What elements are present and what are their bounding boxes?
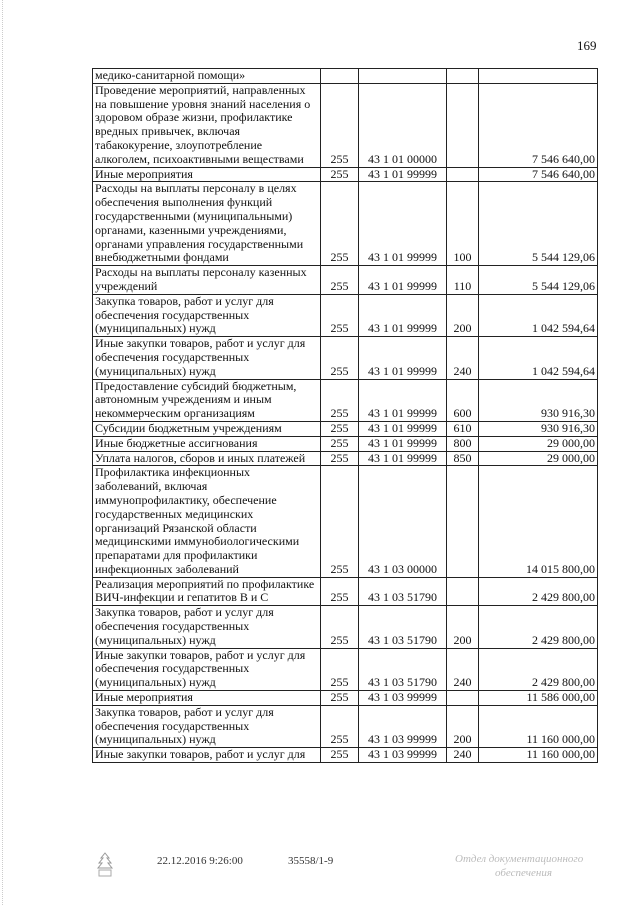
- row-name-cell: Субсидии бюджетным учреждениям: [93, 421, 321, 436]
- table-row: [93, 167, 598, 182]
- row-vr-cell: [447, 691, 479, 706]
- page-number: 169: [577, 38, 597, 53]
- table-row: [93, 705, 598, 747]
- row-ved-cell: [321, 69, 359, 84]
- emblem-icon: [93, 850, 117, 880]
- row-sum-cell: [479, 69, 598, 84]
- row-sum-cell: 11 160 000,00: [479, 705, 598, 747]
- row-csr-cell: 43 1 01 99999: [359, 451, 447, 466]
- row-ved-cell: 255: [321, 436, 359, 451]
- row-csr-cell: 43 1 01 99999: [359, 421, 447, 436]
- table-row: [93, 83, 598, 167]
- row-ved-cell: 255: [321, 182, 359, 266]
- row-csr-cell: 43 1 01 00000: [359, 83, 447, 167]
- table-row: [93, 451, 598, 466]
- row-sum-cell: 7 546 640,00: [479, 83, 598, 167]
- row-name-cell: Закупка товаров, работ и услуг для обеспечения государственных (муниципальных) нужд: [93, 294, 321, 336]
- scan-edge-marks: [2, 0, 6, 905]
- table-row: [93, 436, 598, 451]
- row-sum-cell: 11 160 000,00: [479, 748, 598, 763]
- table-row: [93, 379, 598, 421]
- table-row: [93, 337, 598, 379]
- row-name-cell: Расходы на выплаты персоналу в целях обеспечения выполнения функций государственными (муниципальными) органами, казенными учреждениями, органами управления государственными внебюджетными фондами: [93, 182, 321, 266]
- row-vr-cell: 200: [447, 705, 479, 747]
- row-csr-cell: 43 1 03 51790: [359, 577, 447, 606]
- row-vr-cell: 800: [447, 436, 479, 451]
- row-name-cell: Иные закупки товаров, работ и услуг для обеспечения государственных (муниципальных) нужд: [93, 337, 321, 379]
- row-name-cell: Уплата налогов, сборов и иных платежей: [93, 451, 321, 466]
- row-vr-cell: [447, 69, 479, 84]
- row-ved-cell: 255: [321, 466, 359, 577]
- row-sum-cell: 930 916,30: [479, 379, 598, 421]
- row-ved-cell: 255: [321, 83, 359, 167]
- table-row: [93, 577, 598, 606]
- row-name-cell: Профилактика инфекционных заболеваний, включая иммунопрофилактику, обеспечение государственных медицинских организаций Рязанской области медицинскими иммунобиологическими препаратами для профилактики инфекционных заболеваний: [93, 466, 321, 577]
- row-sum-cell: 2 429 800,00: [479, 577, 598, 606]
- row-name-cell: Иные мероприятия: [93, 167, 321, 182]
- row-sum-cell: 11 586 000,00: [479, 691, 598, 706]
- row-name-cell: Иные мероприятия: [93, 691, 321, 706]
- row-csr-cell: 43 1 03 51790: [359, 648, 447, 690]
- table-row: [93, 266, 598, 295]
- row-vr-cell: 110: [447, 266, 479, 295]
- budget-table: [92, 68, 598, 763]
- row-ved-cell: 255: [321, 167, 359, 182]
- row-csr-cell: 43 1 03 99999: [359, 748, 447, 763]
- table-row: [93, 691, 598, 706]
- row-ved-cell: 255: [321, 451, 359, 466]
- footer-datetime: 22.12.2016 9:26:00: [157, 855, 243, 867]
- row-ved-cell: 255: [321, 705, 359, 747]
- row-sum-cell: 1 042 594,64: [479, 337, 598, 379]
- row-vr-cell: 100: [447, 182, 479, 266]
- table-row: [93, 648, 598, 690]
- row-vr-cell: [447, 167, 479, 182]
- row-sum-cell: 7 546 640,00: [479, 167, 598, 182]
- row-sum-cell: 930 916,30: [479, 421, 598, 436]
- row-ved-cell: 255: [321, 421, 359, 436]
- row-vr-cell: 240: [447, 648, 479, 690]
- row-vr-cell: [447, 83, 479, 167]
- row-sum-cell: 5 544 129,06: [479, 266, 598, 295]
- row-vr-cell: 240: [447, 748, 479, 763]
- row-sum-cell: 2 429 800,00: [479, 648, 598, 690]
- row-sum-cell: 1 042 594,64: [479, 294, 598, 336]
- row-ved-cell: 255: [321, 266, 359, 295]
- row-csr-cell: 43 1 01 99999: [359, 294, 447, 336]
- row-sum-cell: 5 544 129,06: [479, 182, 598, 266]
- row-vr-cell: [447, 577, 479, 606]
- row-vr-cell: 610: [447, 421, 479, 436]
- footer-doc-id: 35558/1-9: [288, 855, 334, 867]
- table-row: [93, 182, 598, 266]
- row-name-cell: Закупка товаров, работ и услуг для обеспечения государственных (муниципальных) нужд: [93, 606, 321, 648]
- row-name-cell: Проведение мероприятий, направленных на повышение уровня знаний населения о здоровом образе жизни, профилактике вредных привычек, включая табакокурение, злоупотребление алкоголем, психоактивными веществами: [93, 83, 321, 167]
- row-ved-cell: 255: [321, 691, 359, 706]
- row-sum-cell: 14 015 800,00: [479, 466, 598, 577]
- row-csr-cell: 43 1 03 00000: [359, 466, 447, 577]
- row-name-cell: Иные бюджетные ассигнования: [93, 436, 321, 451]
- row-name-cell: Иные закупки товаров, работ и услуг для: [93, 748, 321, 763]
- row-name-cell: Иные закупки товаров, работ и услуг для обеспечения государственных (муниципальных) нужд: [93, 648, 321, 690]
- row-ved-cell: 255: [321, 606, 359, 648]
- row-name-cell: медико-санитарной помощи»: [93, 69, 321, 84]
- row-csr-cell: 43 1 01 99999: [359, 182, 447, 266]
- table-row: [93, 69, 598, 84]
- row-csr-cell: 43 1 03 99999: [359, 691, 447, 706]
- row-vr-cell: 850: [447, 451, 479, 466]
- row-ved-cell: 255: [321, 577, 359, 606]
- row-ved-cell: 255: [321, 748, 359, 763]
- row-ved-cell: 255: [321, 337, 359, 379]
- row-csr-cell: 43 1 01 99999: [359, 266, 447, 295]
- row-sum-cell: 29 000,00: [479, 436, 598, 451]
- row-vr-cell: 600: [447, 379, 479, 421]
- table-row: [93, 421, 598, 436]
- row-name-cell: Расходы на выплаты персоналу казенных учреждений: [93, 266, 321, 295]
- row-vr-cell: 200: [447, 606, 479, 648]
- row-csr-cell: 43 1 01 99999: [359, 379, 447, 421]
- department-stamp-line2: обеспечения: [495, 867, 552, 879]
- row-vr-cell: 200: [447, 294, 479, 336]
- department-stamp-line1: Отдел документационного: [455, 853, 584, 865]
- row-ved-cell: 255: [321, 379, 359, 421]
- row-csr-cell: 43 1 01 99999: [359, 436, 447, 451]
- row-ved-cell: 255: [321, 648, 359, 690]
- row-sum-cell: 2 429 800,00: [479, 606, 598, 648]
- department-stamp: [455, 852, 583, 880]
- table-row: [93, 606, 598, 648]
- row-csr-cell: 43 1 03 99999: [359, 705, 447, 747]
- row-vr-cell: 240: [447, 337, 479, 379]
- row-csr-cell: [359, 69, 447, 84]
- table-row: [93, 294, 598, 336]
- row-sum-cell: 29 000,00: [479, 451, 598, 466]
- row-name-cell: Закупка товаров, работ и услуг для обеспечения государственных (муниципальных) нужд: [93, 705, 321, 747]
- row-vr-cell: [447, 466, 479, 577]
- row-name-cell: Реализация мероприятий по профилактике ВИЧ-инфекции и гепатитов B и C: [93, 577, 321, 606]
- row-csr-cell: 43 1 01 99999: [359, 167, 447, 182]
- row-csr-cell: 43 1 01 99999: [359, 337, 447, 379]
- table-row: [93, 748, 598, 763]
- row-csr-cell: 43 1 03 51790: [359, 606, 447, 648]
- row-ved-cell: 255: [321, 294, 359, 336]
- row-name-cell: Предоставление субсидий бюджетным, автономным учреждениям и иным некоммерческим организациям: [93, 379, 321, 421]
- table-row: [93, 466, 598, 577]
